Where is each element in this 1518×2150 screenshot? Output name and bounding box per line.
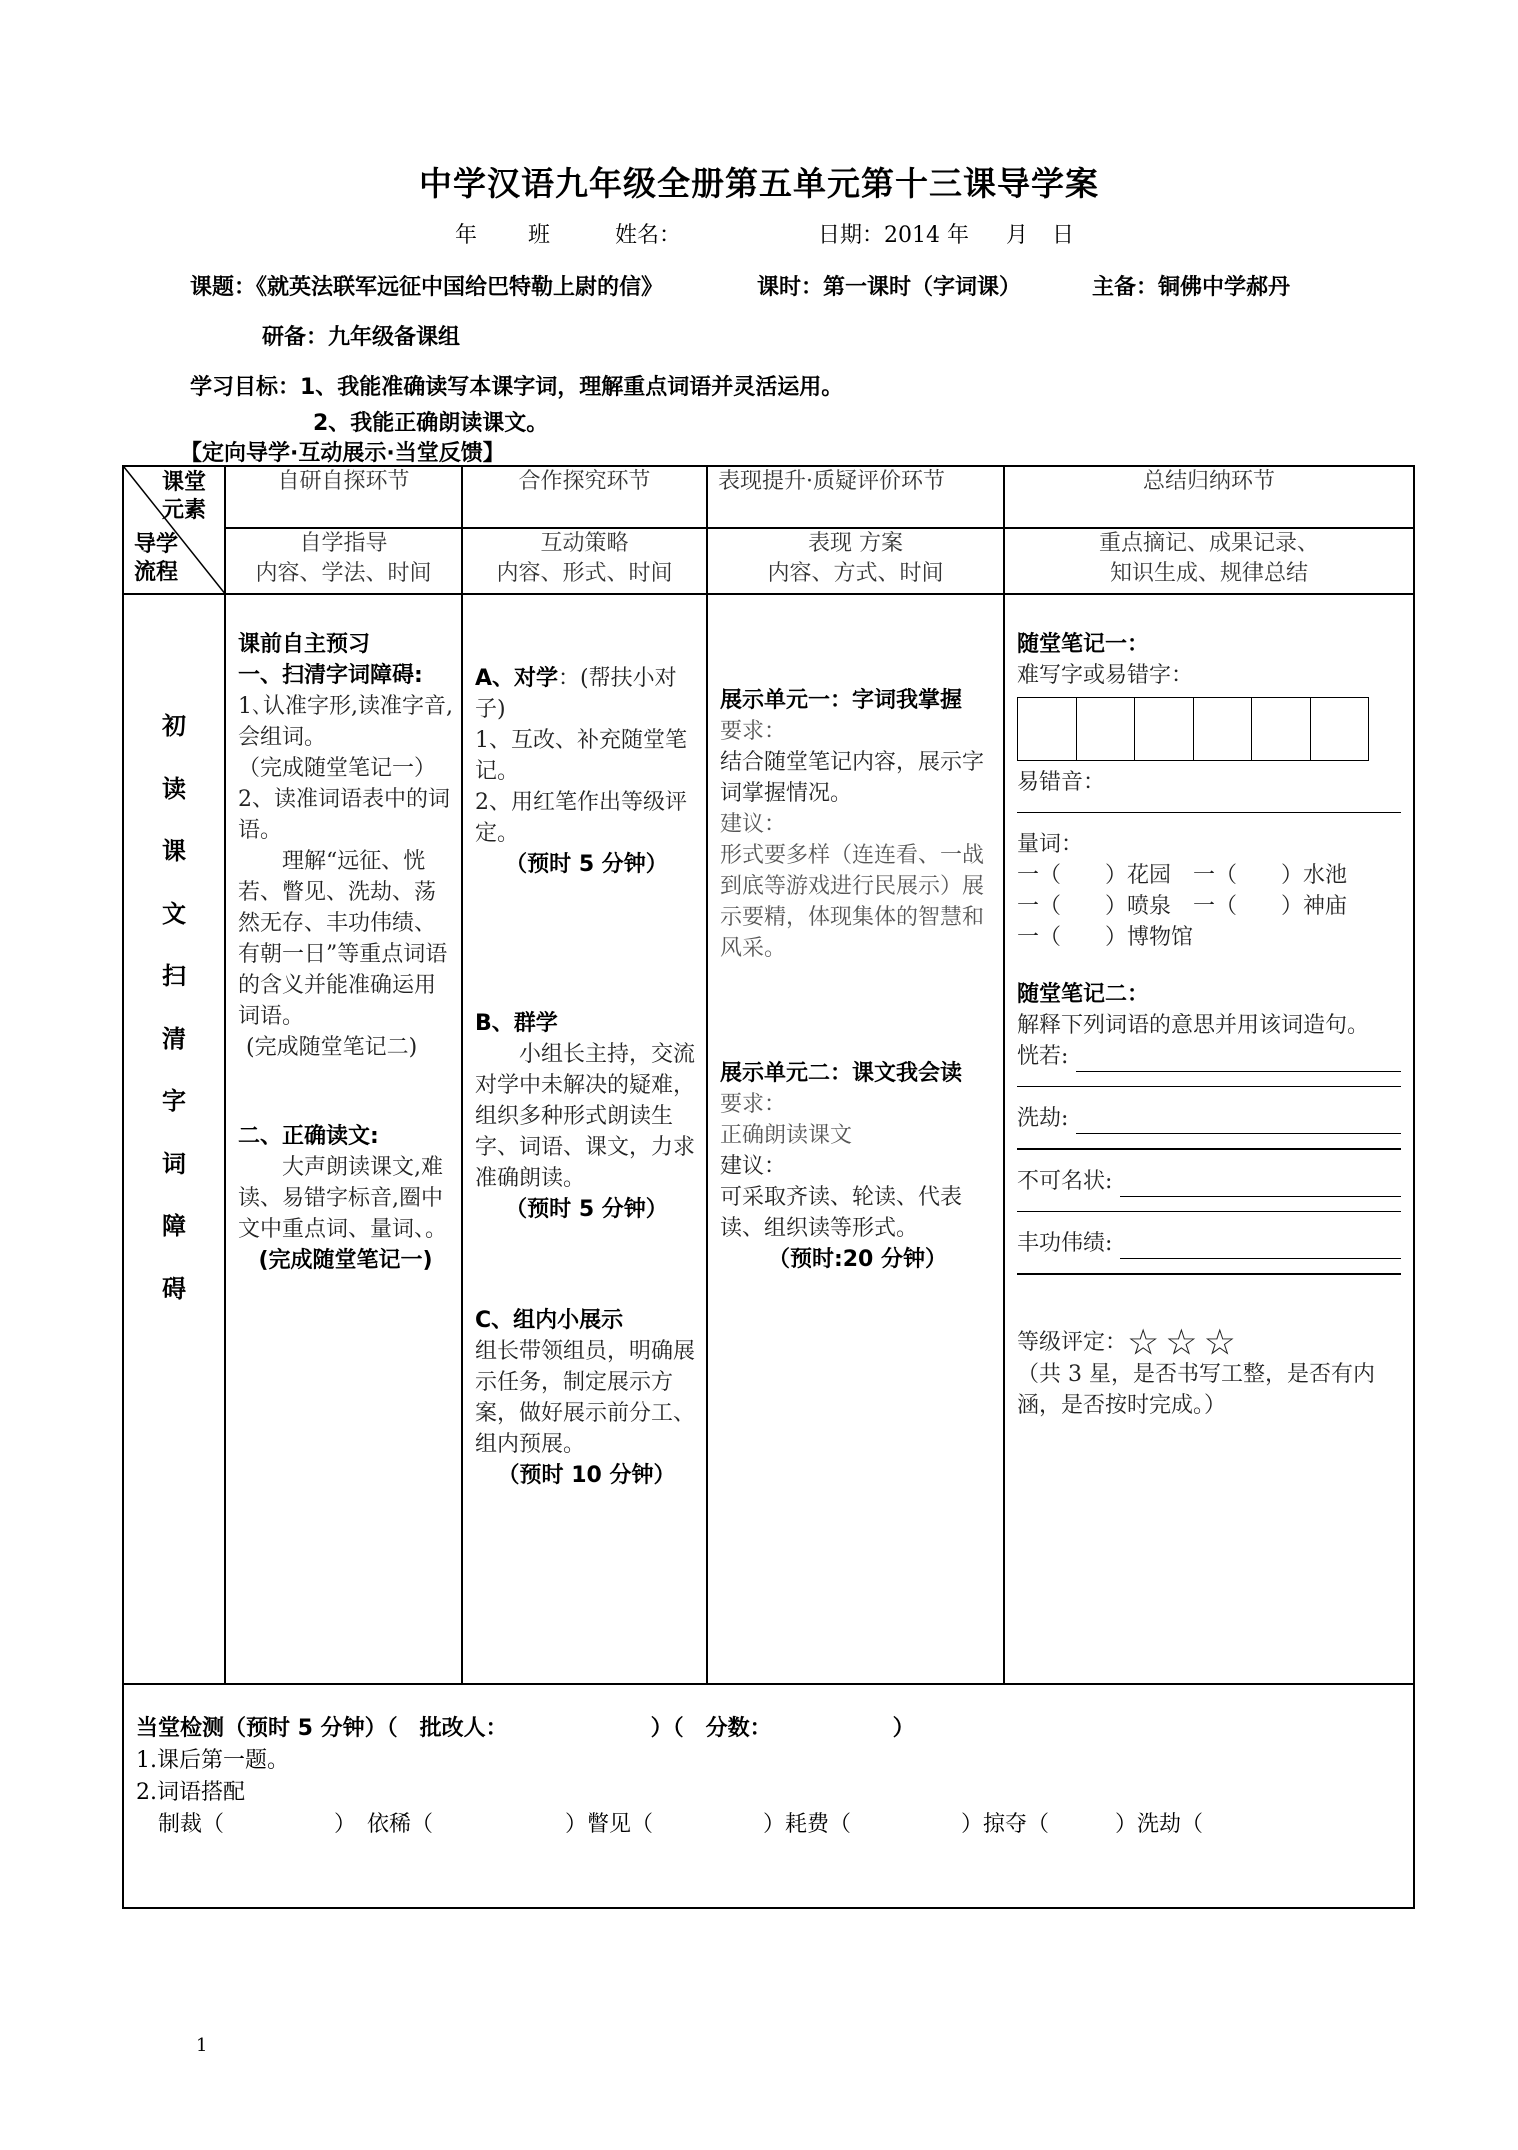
pair-study-title: A、对学 <box>475 666 559 691</box>
read-correctly-text: 大声朗读课文,难读、易错字标音,圈中文中重点词、量词、。 <box>238 1155 448 1242</box>
grade-label: 等级评定： <box>1017 1330 1128 1355</box>
subheader-summary: 重点摘记、成果记录、 知识生成、规律总结 <box>1004 528 1414 594</box>
research-group: 研备：九年级备课组 <box>262 325 461 350</box>
page-title: 中学汉语九年级全册第五单元第十三课导学案 <box>419 164 1099 203</box>
in-class-test-cell <box>123 1684 1414 1908</box>
corner-bottom-label-2: 流程 <box>134 560 179 585</box>
month-label: 月 <box>1006 223 1029 248</box>
lesson-period: 课时：第一课时（字词课） <box>757 275 1022 300</box>
mispronounce-label: 易错音： <box>1017 770 1106 795</box>
pair-study-paren: ：(帮扶小对子) <box>475 666 677 722</box>
word-4-line[interactable] <box>1120 1232 1401 1259</box>
name-label: 姓名： <box>615 223 682 248</box>
unit-1-requirement-label: 要求： <box>720 719 787 744</box>
col-header-self-study: 自研自探环节 <box>225 466 462 528</box>
col-header-summary: 总结归纳环节 <box>1004 466 1414 528</box>
word-2-line[interactable] <box>1076 1107 1401 1134</box>
self-study-note-3: (完成随堂笔记一) <box>258 1248 433 1273</box>
flow-stage-cell <box>123 594 225 1684</box>
lesson-preparer: 主备：铜佛中学郝丹 <box>1092 275 1291 300</box>
col-header-performance: 表现提升·质疑评价环节 <box>707 466 1004 528</box>
performance-cell <box>707 594 1004 1684</box>
unit-2-time: （预时:20 分钟） <box>767 1247 948 1272</box>
corner-header-cell <box>123 466 225 594</box>
note-2-subtitle: 解释下列词语的意思并用该词造句。 <box>1017 1013 1370 1038</box>
unit-2-suggestion-label: 建议： <box>720 1154 787 1179</box>
page-number: 1 <box>196 2035 208 2056</box>
grade-note: （共 3 星，是否书写工整，是否有内涵，是否按时完成。） <box>1017 1361 1375 1418</box>
word-1-label: 恍若: <box>1017 1044 1069 1069</box>
class-label: 班 <box>528 223 551 248</box>
pre-study-heading: 课前自主预习 <box>238 632 371 657</box>
study-plan-table <box>122 465 1415 1909</box>
date-label: 日期：2014 年 <box>818 223 969 248</box>
pair-study-step-1: 1、互改、补充随堂笔记。 <box>475 728 687 784</box>
character-writing-grid[interactable] <box>1017 697 1369 761</box>
learning-goal-2: 2、我能正确朗读课文。 <box>313 411 549 436</box>
section-heading: 【定向导学·互动展示·当堂反馈】 <box>180 441 505 466</box>
summary-cell <box>1004 594 1414 1684</box>
clear-words-heading: 一、扫清字词障碍: <box>238 663 423 688</box>
unit-1-suggestion: 形式要多样（连连看、一战到底等游戏进行民展示）展示要精，体现集体的智慧和风采。 <box>720 843 985 961</box>
measure-row-3: 一（ ）博物馆 <box>1017 925 1194 950</box>
in-class-test-heading: 当堂检测（预时 5 分钟）（ 批改人： ）（ 分数： ） <box>136 1716 915 1741</box>
unit-1-requirement: 结合随堂笔记内容，展示字词掌握情况。 <box>720 750 985 806</box>
word-2-label: 洗劫: <box>1017 1106 1069 1131</box>
test-question-1: 1.课后第一题。 <box>136 1748 289 1773</box>
day-label: 日 <box>1052 223 1075 248</box>
mini-show-text: 组长带领组员，明确展示任务，制定展示方案，做好展示前分工、组内预展。 <box>475 1339 696 1457</box>
unit-2-requirement: 正确朗读课文 <box>720 1123 853 1148</box>
group-study-title: B、群学 <box>475 1011 558 1036</box>
class-year-label: 年 <box>455 223 478 248</box>
word-3-line[interactable] <box>1120 1170 1401 1197</box>
col-header-cooperation: 合作探究环节 <box>462 466 707 528</box>
unit-2-title: 展示单元二：课文我会读 <box>720 1061 963 1086</box>
lesson-topic: 课题：《就英法联军远征中国给巴特勒上尉的信》 <box>190 275 664 300</box>
word-1-line[interactable] <box>1076 1045 1401 1072</box>
word-matching-items: 制裁（ ） 依稀（ ）瞥见（ ）耗费（ ）掠夺（ ）洗劫（ <box>136 1812 1204 1837</box>
mini-show-title: C、组内小展示 <box>475 1308 624 1333</box>
note-2-title: 随堂笔记二： <box>1017 982 1150 1007</box>
measure-row-1: 一（ ）花园 一（ ）水池 <box>1017 863 1348 888</box>
corner-top-label-2: 元素 <box>162 498 207 523</box>
star-rating-icon[interactable]: ☆☆☆ <box>1127 1322 1242 1364</box>
subheader-self-study: 自学指导 内容、学法、时间 <box>225 528 462 594</box>
word-4-label: 丰功伟绩: <box>1017 1231 1113 1256</box>
learning-goal-1: 学习目标：1、我能准确读写本课字词，理解重点词语并灵活运用。 <box>190 375 844 400</box>
subheader-cooperation: 互动策略 内容、形式、时间 <box>462 528 707 594</box>
group-study-text: 小组长主持，交流对学中未解决的疑难，组织多种形式朗读生字、词语、课文，力求准确朗读。 <box>475 1042 696 1191</box>
note-1-title: 随堂笔记一： <box>1017 632 1150 657</box>
test-question-2: 2.词语搭配 <box>136 1780 245 1805</box>
cooperation-cell <box>462 594 707 1684</box>
read-correctly-heading: 二、正确读文: <box>238 1124 379 1149</box>
self-study-step-2: 2、读准词语表中的词语。 <box>238 787 450 843</box>
pair-study-step-2: 2、用红笔作出等级评定。 <box>475 790 687 846</box>
unit-1-title: 展示单元一：字词我掌握 <box>720 688 963 713</box>
unit-1-suggestion-label: 建议： <box>720 812 787 837</box>
self-study-step-1: 1､认准字形,读准字音,会组词。 <box>238 694 453 750</box>
note-1-subtitle: 难写字或易错字： <box>1017 663 1194 688</box>
unit-2-requirement-label: 要求： <box>720 1092 787 1117</box>
self-study-note-2: (完成随堂笔记二) <box>246 1035 418 1060</box>
self-study-note-1: （完成随堂笔记一） <box>238 756 437 781</box>
pair-study-time: （预时 5 分钟） <box>505 852 668 877</box>
corner-top-label-1: 课堂 <box>162 470 207 495</box>
unit-2-suggestion: 可采取齐读、轮读、代表读、组织读等形式。 <box>720 1185 963 1241</box>
flow-stage-text: 初 读 课 文 扫 清 字 词 障 碍 <box>162 712 186 1303</box>
word-3-label: 不可名状: <box>1017 1169 1113 1194</box>
subheader-performance: 表现 方案 内容、方式、时间 <box>707 528 1004 594</box>
self-study-key-words: 理解“远征、恍若、瞥见、洗劫、荡然无存、丰功伟绩、有朝一日”等重点词语的含义并能准确运用词语。 <box>238 849 448 1029</box>
measure-row-2: 一（ ）喷泉 一（ ）神庙 <box>1017 894 1348 919</box>
measure-words-label: 量词： <box>1017 832 1084 857</box>
mispronounce-line[interactable] <box>1017 798 1401 813</box>
corner-bottom-label-1: 导学 <box>134 532 179 557</box>
group-study-time: （预时 5 分钟） <box>505 1197 668 1222</box>
mini-show-time: （预时 10 分钟） <box>497 1463 676 1488</box>
self-study-cell <box>225 594 462 1684</box>
